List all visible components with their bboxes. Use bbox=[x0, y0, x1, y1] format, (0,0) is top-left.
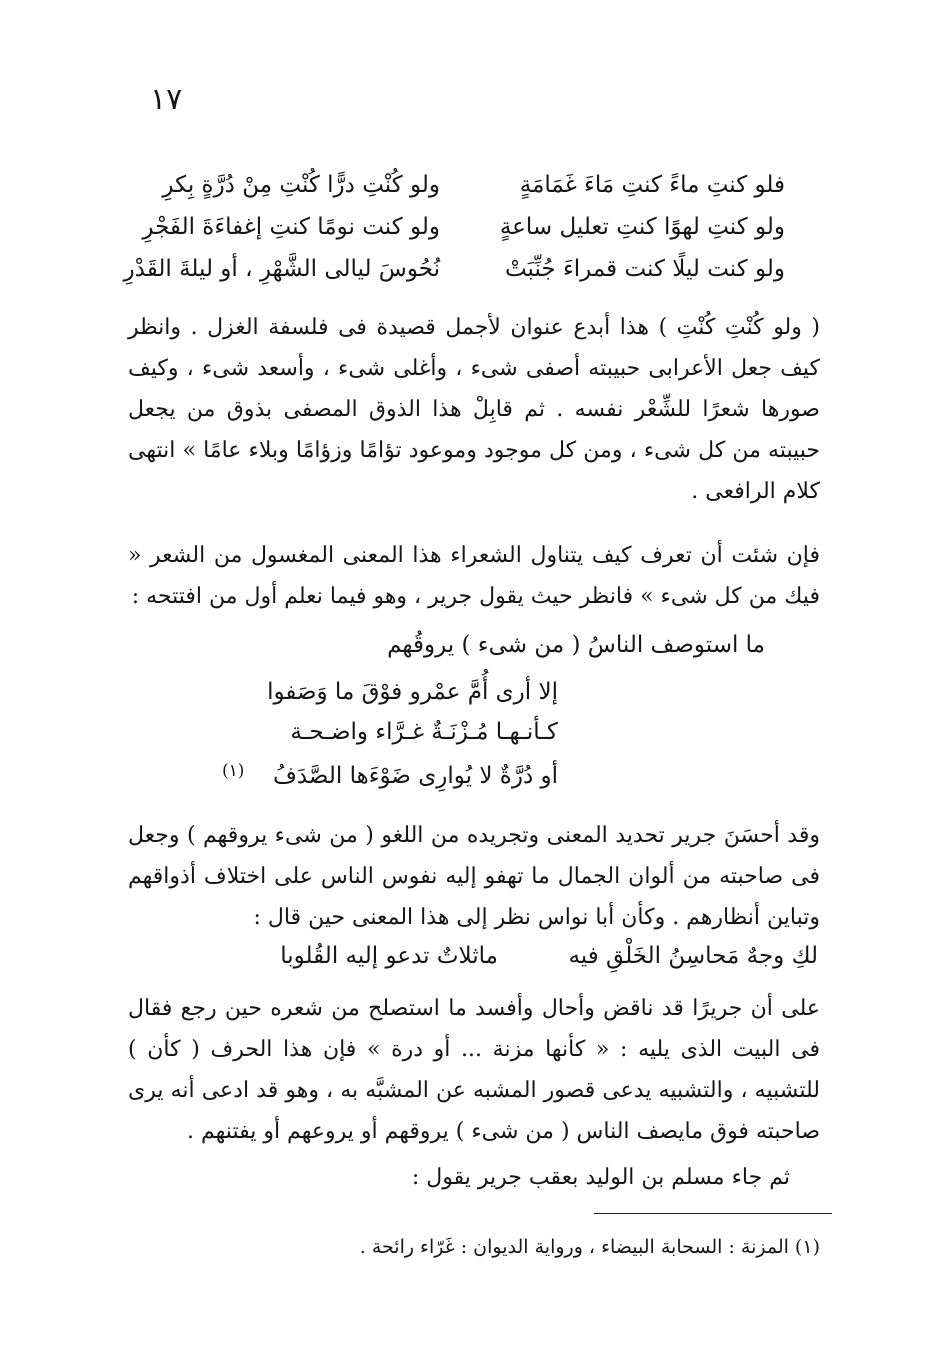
verse-3-first-hemistich: ولو كنت ليلًا كنت قمراءَ جُنِّبَتْ bbox=[504, 256, 785, 282]
verse-1-second-hemistich: ولو كُنْتِ درًّا كُنْتِ مِنْ دُرَّةٍ بِكرِ bbox=[162, 172, 440, 198]
poem-line-4: أو دُرَّةٌ لا يُوارِى ضَوْءَها الصَّدَفُ bbox=[273, 763, 558, 789]
verse-1-first-hemistich: فلو كنتِ ماءً كنتِ مَاءَ غَمَامَةٍ bbox=[519, 172, 785, 198]
nuwas-verse-second-hemistich: ماثلاتٌ تدعو إليه القُلوبا bbox=[280, 943, 498, 969]
verse-2-first-hemistich: ولو كنتِ لهوًا كنتِ تعليل ساعةٍ bbox=[499, 214, 785, 240]
footnote-rule bbox=[594, 1213, 832, 1214]
nuwas-verse-first-hemistich: لكِ وجهٌ مَحاسِنُ الخَلْقِ فيه bbox=[568, 943, 818, 969]
paragraph-4: على أن جريرًا قد ناقض وأحال وأفسد ما استصلح من شعره حين رجع فقال فى البيت الذى يليه : « كأنها مزنة ... أو درة » فإن هذا الحرف ( كأن ) للتشبيه ، والتشبيه يدعى قصور المشبه عن المشبَّه به ، وهو قد ادعى أنه يرى صاحبته فوق مايصف الناس ( من شىء ) يروقهم أو يروعهم أو يفتنهم . bbox=[128, 996, 820, 1144]
poem-line-3: كـأنـهـا مُـزْنَـةٌ غـرَّاء واضـحـة bbox=[290, 719, 558, 745]
paragraph-2: فإن شئت أن تعرف كيف يتناول الشعراء هذا المعنى المغسول من الشعر « فيك من كل شىء » فانظر حيث يقول جرير ، وهو فيما نعلم أول من افتتحه : bbox=[128, 543, 820, 609]
paragraph-1: ( ولو كُنْتِ كُنْتِ ) هذا أبدع عنوان لأجمل قصيدة فى فلسفة الغزل . وانظر كيف جعل الأعرابى حبيبته أصفى شىء ، وأغلى شىء ، وأسعد شىء ، وكيف صورها شعرًا للشِّعْر نفسه . ثم قابِلْ هذا الذوق المصفى بذوق من يجعل حبيبته من كل شىء ، ومن كل موجود وموعود تؤامًا وزؤامًا وبلاء عامًا » انتهى كلام الرافعى . bbox=[128, 315, 820, 504]
poem-line-2: إلا أرى أُمَّ عمْرو فوْقَ ما وَصَفوا bbox=[267, 679, 558, 705]
paragraph-5: ثم جاء مسلم بن الوليد بعقب جرير يقول : bbox=[411, 1165, 790, 1190]
paragraph-3: وقد أحسَنَ جرير تحديد المعنى وتجريده من اللغو ( من شىء يروقهم ) وجعل فى صاحبته من ألوان الجمال ما تهفو إليه نفوس الناس على اختلاف أذواقهم وتباين أنظارهم . وكأن أبا نواس نظر إلى هذا المعنى حين قال : bbox=[128, 823, 820, 930]
poem-line-1: ما استوصف الناسُ ( من شىء ) يروقُهم bbox=[387, 632, 765, 658]
verse-2-second-hemistich: ولو كنت نومًا كنتِ إغفاءَةَ الفَجْرِ bbox=[142, 214, 440, 240]
footnote-marker: (١) bbox=[222, 761, 245, 781]
verse-3-second-hemistich: نُحُوسَ ليالى الشَّهْرِ ، أو ليلةَ القَدْرِ bbox=[123, 256, 440, 282]
footnote: (١) المزنة : السحابة البيضاء ، ورواية الديوان : غَرّاء رائحة . bbox=[359, 1236, 820, 1258]
page-number: ١٧ bbox=[150, 82, 183, 117]
